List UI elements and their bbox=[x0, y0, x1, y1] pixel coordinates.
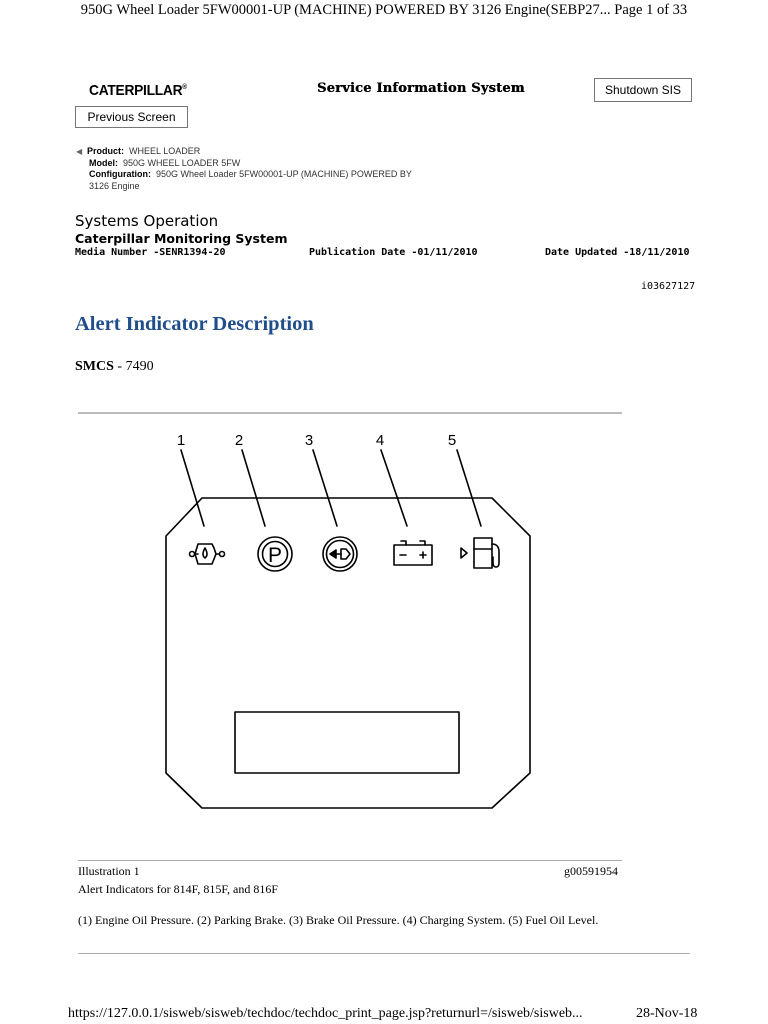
model-label: Model: bbox=[89, 157, 118, 168]
logo-mark: ® bbox=[182, 84, 187, 91]
callout-1: 1 bbox=[176, 432, 186, 449]
sis-title: Service Information System bbox=[317, 81, 525, 96]
configuration-value-cont: 3126 Engine bbox=[89, 180, 140, 191]
leader-line-5 bbox=[457, 450, 481, 526]
previous-screen-button[interactable]: Previous Screen bbox=[75, 106, 188, 128]
logo-text: CATERPILLAR bbox=[89, 82, 183, 99]
smcs-value: - 7490 bbox=[113, 359, 154, 374]
footer-date: 28-Nov-18 bbox=[636, 1006, 698, 1021]
publication-date: Publication Date -01/11/2010 bbox=[309, 247, 478, 258]
date-updated: Date Updated -18/11/2010 bbox=[545, 247, 690, 258]
divider-bottom bbox=[78, 953, 690, 954]
charging-system-icon bbox=[394, 541, 432, 565]
engine-oil-pressure-icon bbox=[190, 544, 225, 564]
brake-oil-pressure-icon bbox=[323, 537, 357, 571]
model-value: 950G WHEEL LOADER 5FW bbox=[123, 157, 241, 168]
smcs-code bbox=[75, 359, 154, 375]
leader-line-3 bbox=[313, 450, 337, 526]
leader-line-4 bbox=[381, 450, 407, 526]
print-header: 950G Wheel Loader 5FW00001-UP (MACHINE) POWERED BY 3126 Engine(SEBP27... Page 1 of 33 bbox=[80, 2, 688, 18]
illustration-id: g00591954 bbox=[564, 864, 618, 878]
illustration-caption-title: Illustration 1 bbox=[78, 864, 140, 878]
callout-3: 3 bbox=[304, 432, 314, 449]
page-title: Alert Indicator Description bbox=[75, 313, 314, 335]
document-id: i03627127 bbox=[641, 281, 696, 292]
leader-line-1 bbox=[181, 450, 204, 526]
footer-url: https://127.0.0.1/sisweb/sisweb/techdoc/techdoc_print_page.jsp?returnurl=/sisweb/sisweb... bbox=[68, 1006, 583, 1021]
product-value: WHEEL LOADER bbox=[129, 146, 201, 156]
section-title: Systems Operation bbox=[75, 212, 219, 230]
divider-caption bbox=[78, 860, 622, 861]
product-label: Product: bbox=[87, 146, 124, 156]
configuration-value: 950G Wheel Loader 5FW00001-UP (MACHINE) POWERED BY bbox=[156, 169, 412, 179]
callout-5: 5 bbox=[447, 432, 457, 449]
callout-2: 2 bbox=[234, 432, 244, 449]
divider-top bbox=[78, 412, 622, 414]
parking-brake-letter: P bbox=[267, 544, 283, 567]
media-number: Media Number -SENR1394-20 bbox=[75, 247, 226, 258]
illustration bbox=[160, 428, 540, 818]
illustration-caption: Alert Indicators for 814F, 815F, and 816F bbox=[78, 882, 279, 896]
leader-line-2 bbox=[242, 450, 265, 526]
fuel-level-icon bbox=[461, 538, 499, 568]
subsection-title: Caterpillar Monitoring System bbox=[75, 231, 288, 246]
configuration-label: Configuration: bbox=[89, 169, 151, 179]
indicator-legend: (1) Engine Oil Pressure. (2) Parking Brake. (3) Brake Oil Pressure. (4) Charging System. (5) Fuel Oil Level. bbox=[78, 913, 599, 927]
display-window bbox=[235, 712, 459, 773]
product-info bbox=[76, 146, 412, 192]
panel-outline bbox=[166, 498, 530, 808]
caterpillar-logo bbox=[89, 82, 187, 99]
smcs-label: SMCS bbox=[75, 359, 114, 374]
shutdown-sis-button[interactable]: Shutdown SIS bbox=[594, 78, 692, 102]
callout-4: 4 bbox=[375, 432, 385, 449]
collapse-icon[interactable]: ◀ bbox=[76, 147, 83, 156]
